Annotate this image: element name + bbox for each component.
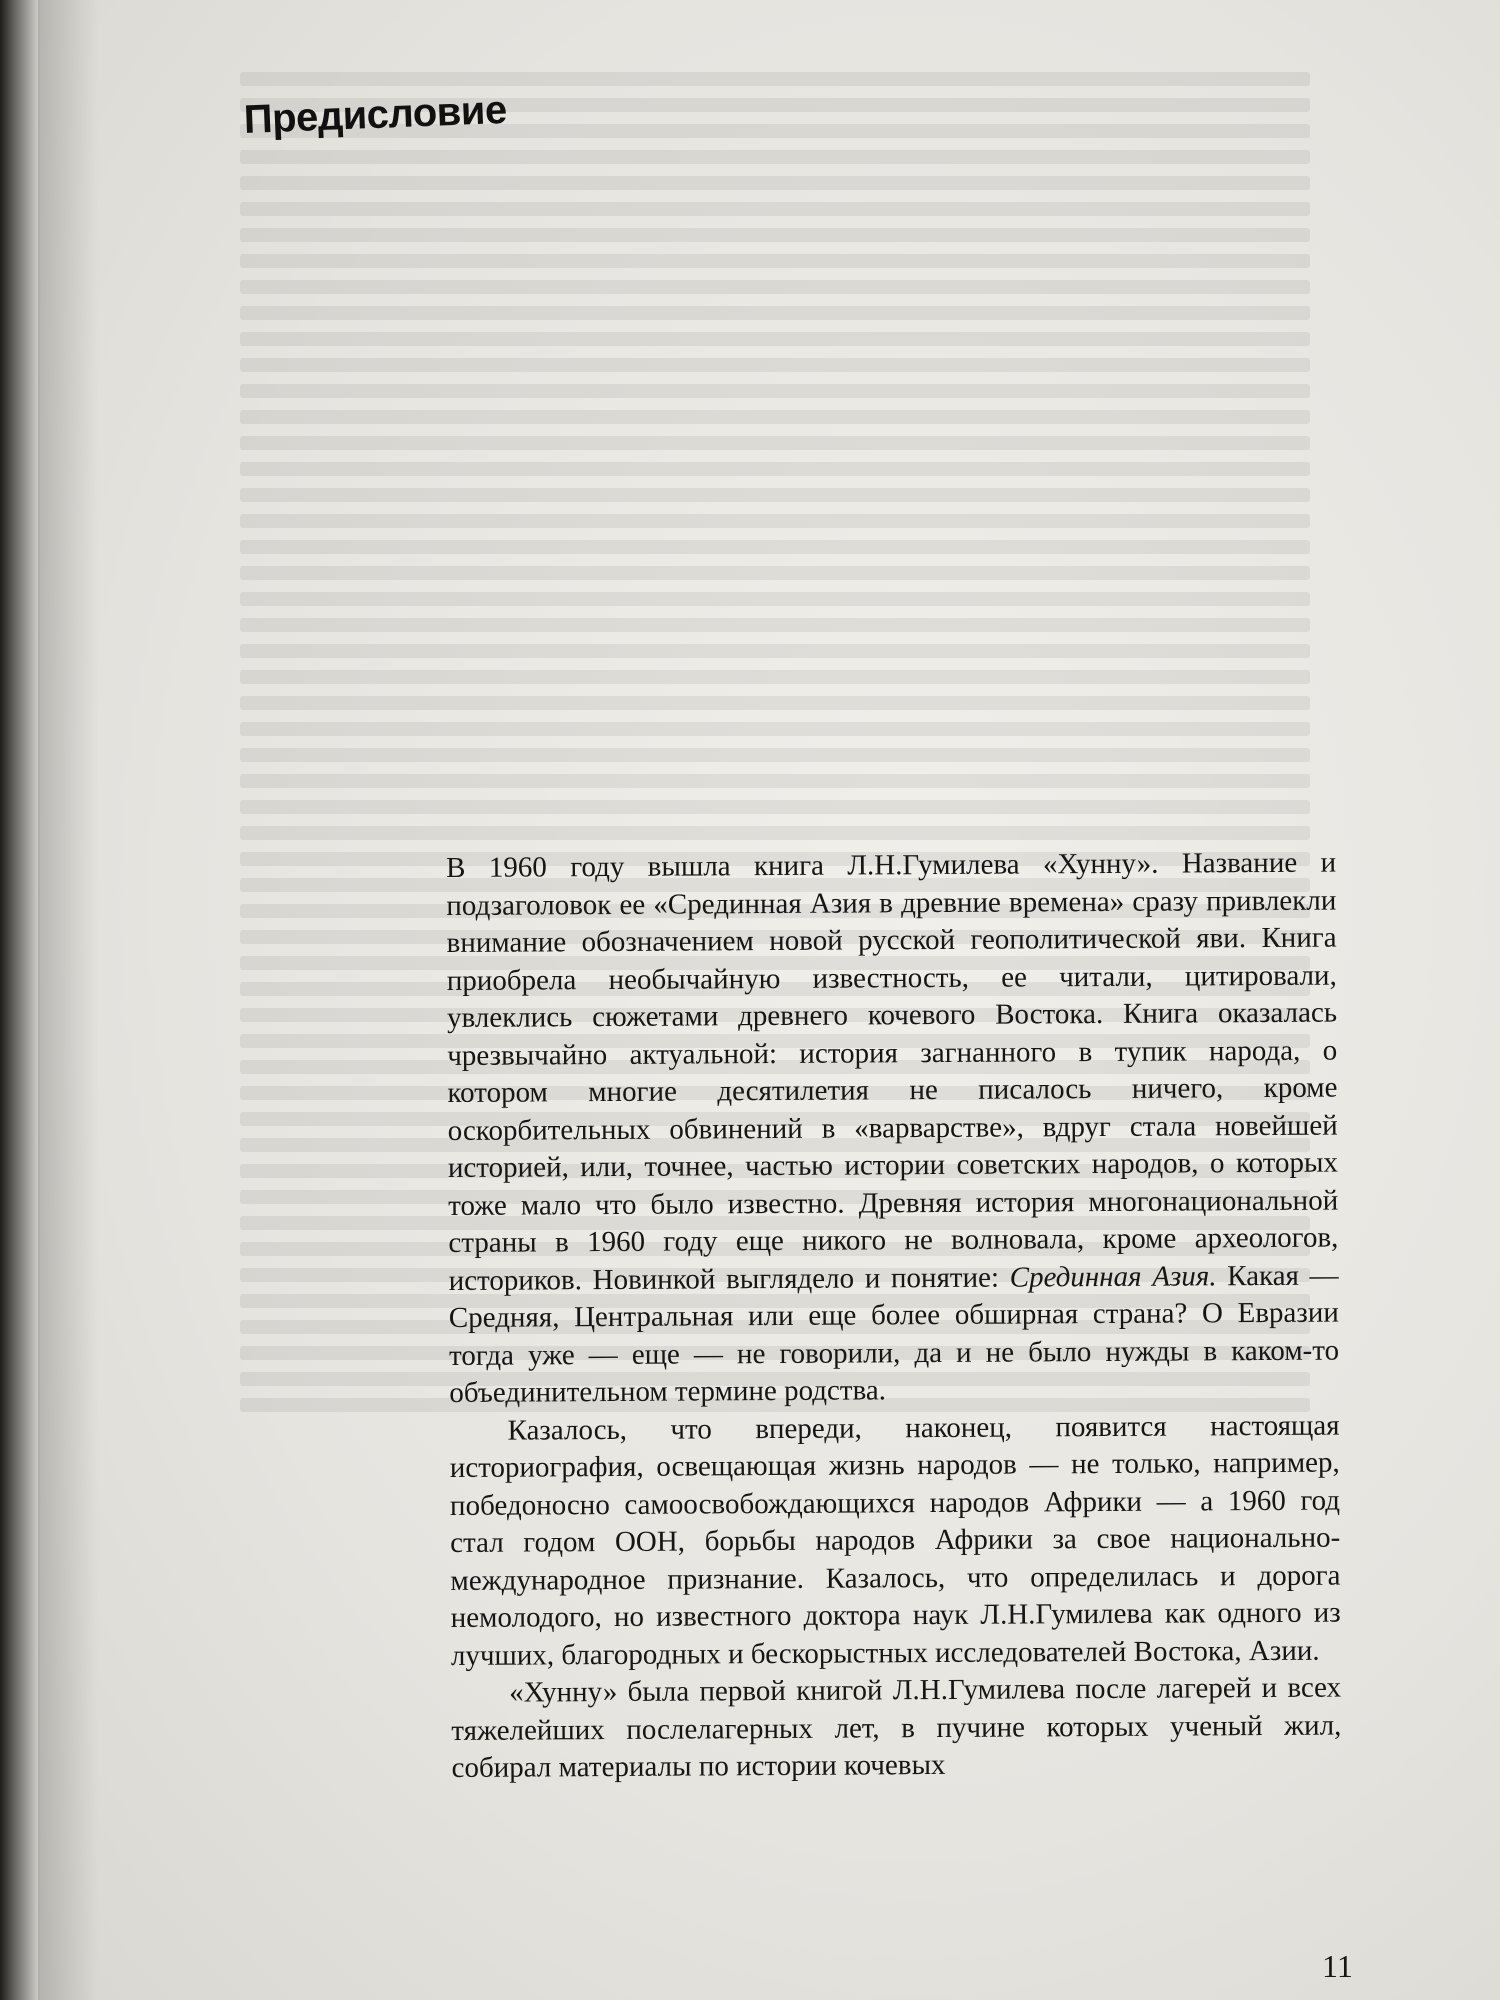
emphasis-term: Срединная Азия. (1009, 1259, 1217, 1294)
page-title: Предисловие (243, 87, 508, 142)
paragraph-3: «Хунну» была первой книгой Л.Н.Гумилева после лагерей и всех тяжелейших послелагерных лет, в пучине которых ученый жил, собирал материалы по истории кочевых (451, 1671, 1342, 1784)
page-curl-shadow (38, 0, 98, 2000)
book-spine-shadow (0, 0, 40, 2000)
paragraph-2: Казалось, что впереди, наконец, появится настоящая историография, освещающая жизнь народов — не только, например, победоносно самоосвобождающихся народов Африки — а 1960 год стал годом ООН, борьбы народов Африки за свое национально-международное признание. Казалось, что определилась и дорога немолодого, но известного доктора наук Л.Н.Гумилева как одного из лучших, благородных и бескорыстных исследователей Востока, Азии. (449, 1409, 1341, 1672)
body-text (446, 845, 1342, 1788)
page-number: 11 (1322, 1948, 1353, 1984)
paragraph-1: В 1960 году вышла книга Л.Н.Гумилева «Хунну». Название и подзаголовок ее «Срединная Азия в древние времена» сразу привлекли внимание обозначением новой русской геополитической яви. Книга приобрела необычайную известность, ее читали, цитировали, увлеклись сюжетами древнего кочевого Востока. Книга оказалась чрезвычайно актуальной: история загнанного в тупик народа, о котором многие десятилетия не писалось ничего, кроме оскорбительных обвинений в «варварстве», вдруг стала новейшей историей, или, точнее, частью истории советских народов, о которых тоже мало что было известно. Древняя история многонациональной страны в 1960 году еще никого не волновала, кроме археологов, историков. Новинкой выглядело и понятие: Срединная Азия. Какая — Средняя, Центральная или еще более обширная страна? О Евразии тогда уже — еще — не говорили, да и не было нужды в каком-то объединительном термине родства. (446, 846, 1340, 1409)
